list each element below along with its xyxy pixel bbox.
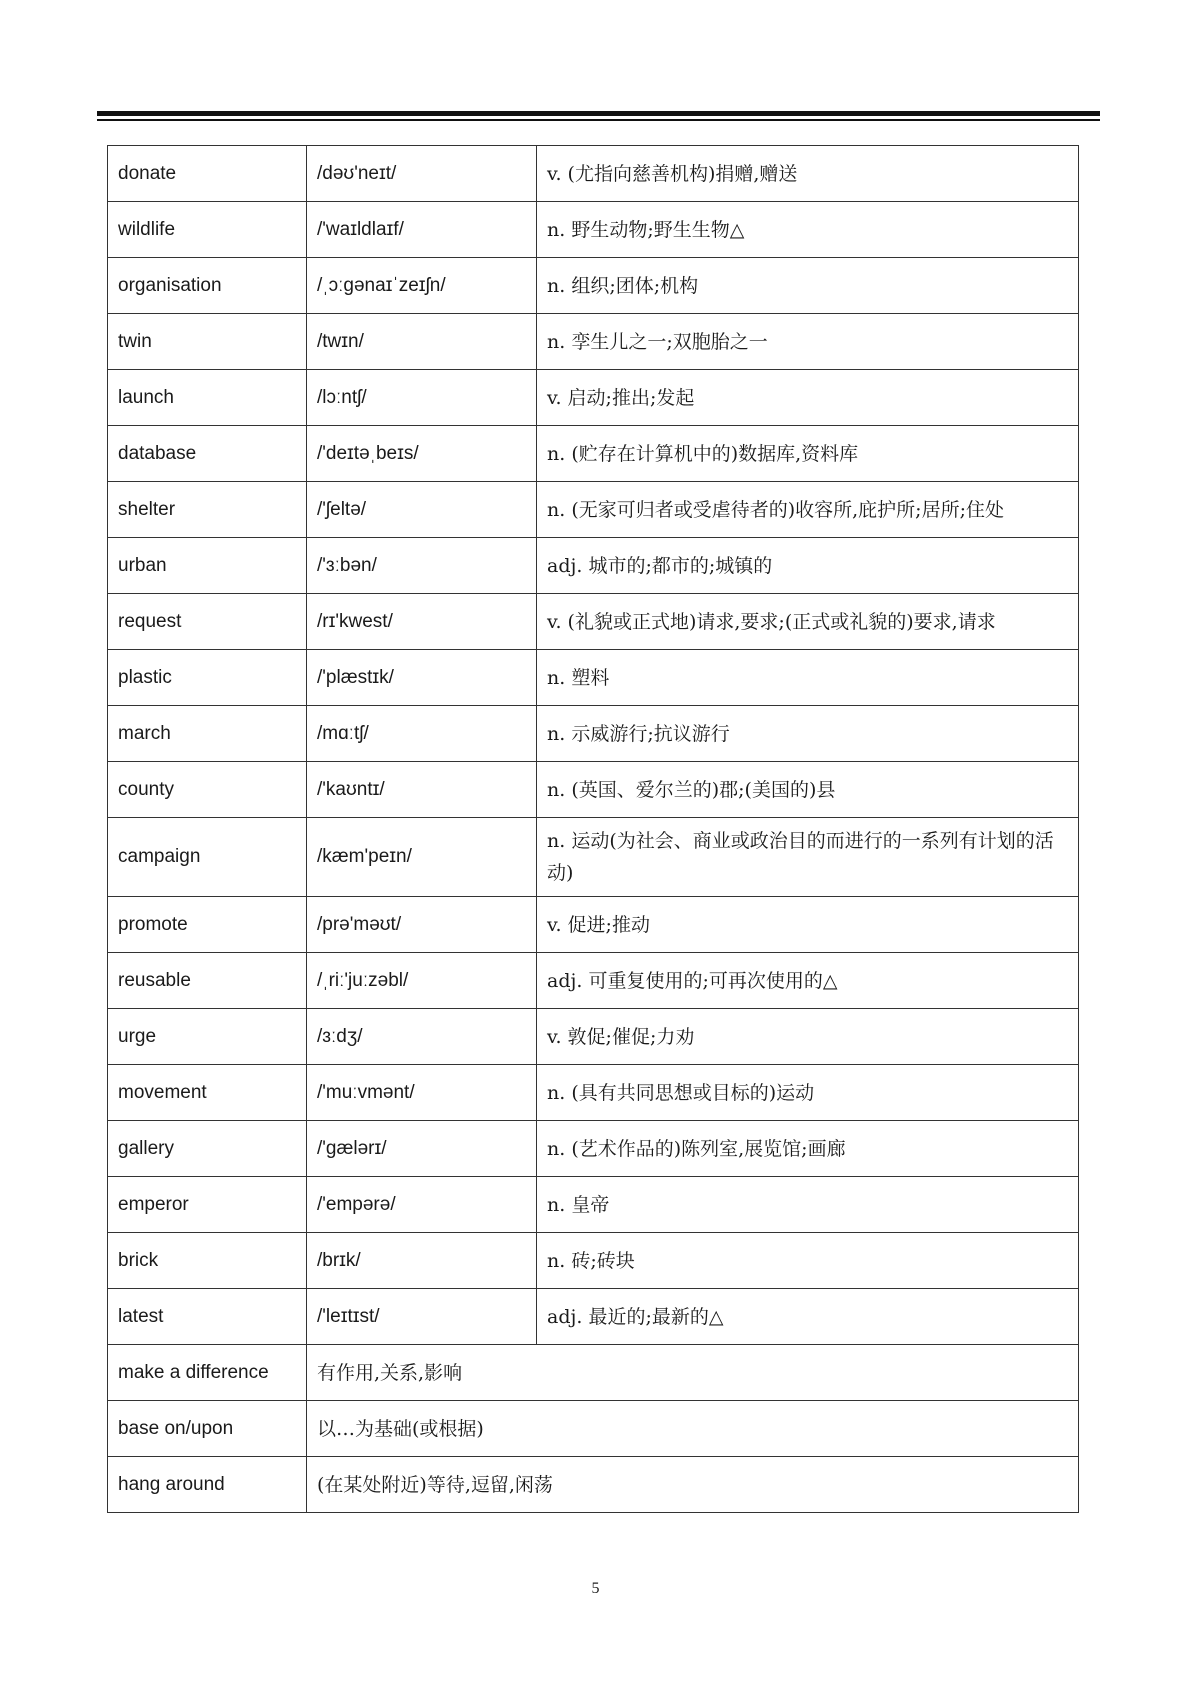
vocab-word: brick [108, 1233, 307, 1289]
vocab-phonetic: /'empərə/ [307, 1177, 537, 1233]
vocab-row [108, 706, 1079, 762]
vocab-row [108, 202, 1079, 258]
vocab-word: campaign [108, 818, 307, 897]
vocab-row [108, 1289, 1079, 1345]
vocab-phonetic: /brɪk/ [307, 1233, 537, 1289]
vocab-row [108, 953, 1079, 1009]
vocab-phonetic: /ˌriː'juːzəbl/ [307, 953, 537, 1009]
phrase-text: hang around [108, 1457, 307, 1513]
vocab-word: latest [108, 1289, 307, 1345]
vocab-word: movement [108, 1065, 307, 1121]
vocab-word: organisation [108, 258, 307, 314]
vocab-phonetic: /dəʊ'neɪt/ [307, 146, 537, 202]
vocab-meaning: n. 孪生儿之一;双胞胎之一 [537, 314, 1079, 370]
vocab-row [108, 370, 1079, 426]
vocab-meaning: v. 敦促;催促;力劝 [537, 1009, 1079, 1065]
vocab-phonetic: /'plæstɪk/ [307, 650, 537, 706]
vocab-phonetic: /'waɪldlaɪf/ [307, 202, 537, 258]
vocab-row [108, 594, 1079, 650]
vocab-word: county [108, 762, 307, 818]
vocab-word: march [108, 706, 307, 762]
vocab-meaning: adj. 城市的;都市的;城镇的 [537, 538, 1079, 594]
vocab-meaning: n. 运动(为社会、商业或政治目的而进行的一系列有计划的活动) [537, 818, 1079, 897]
vocab-row [108, 1009, 1079, 1065]
vocab-word: urge [108, 1009, 307, 1065]
vocab-word: reusable [108, 953, 307, 1009]
vocab-word: promote [108, 897, 307, 953]
vocab-row [108, 258, 1079, 314]
vocab-word: donate [108, 146, 307, 202]
vocab-phonetic: /'ɜːbən/ [307, 538, 537, 594]
vocab-meaning: n. (艺术作品的)陈列室,展览馆;画廊 [537, 1121, 1079, 1177]
vocab-meaning: n. 皇帝 [537, 1177, 1079, 1233]
vocab-row [108, 538, 1079, 594]
vocab-phonetic: /'ʃeltə/ [307, 482, 537, 538]
vocab-phonetic: /ˌɔːɡənaɪˈzeɪʃn/ [307, 258, 537, 314]
vocab-phonetic: /ɜːdʒ/ [307, 1009, 537, 1065]
header-rule-thick [97, 111, 1100, 116]
vocab-meaning: n. (无家可归者或受虐待者的)收容所,庇护所;居所;住处 [537, 482, 1079, 538]
vocab-phonetic: /prə'məʊt/ [307, 897, 537, 953]
vocab-word: emperor [108, 1177, 307, 1233]
phrase-row [108, 1401, 1079, 1457]
vocab-phonetic: /twɪn/ [307, 314, 537, 370]
vocab-word: database [108, 426, 307, 482]
vocab-meaning: v. (尤指向慈善机构)捐赠,赠送 [537, 146, 1079, 202]
vocab-word: shelter [108, 482, 307, 538]
vocab-phonetic: /mɑːtʃ/ [307, 706, 537, 762]
vocab-meaning: v. 启动;推出;发起 [537, 370, 1079, 426]
vocab-meaning: n. (英国、爱尔兰的)郡;(美国的)县 [537, 762, 1079, 818]
phrase-text: base on/upon [108, 1401, 307, 1457]
vocab-meaning: n. 砖;砖块 [537, 1233, 1079, 1289]
vocab-row [108, 1177, 1079, 1233]
vocab-meaning: n. 塑料 [537, 650, 1079, 706]
phrase-row [108, 1457, 1079, 1513]
header-rule-thin [97, 119, 1100, 121]
phrase-row [108, 1345, 1079, 1401]
vocab-meaning: n. (具有共同思想或目标的)运动 [537, 1065, 1079, 1121]
vocab-word: wildlife [108, 202, 307, 258]
vocab-word: launch [108, 370, 307, 426]
vocab-phonetic: /'gælərɪ/ [307, 1121, 537, 1177]
vocab-meaning: adj. 可重复使用的;可再次使用的△ [537, 953, 1079, 1009]
phrase-meaning: (在某处附近)等待,逗留,闲荡 [307, 1457, 1079, 1513]
vocab-phonetic: /rɪ'kwest/ [307, 594, 537, 650]
vocab-word: plastic [108, 650, 307, 706]
phrase-meaning: 以…为基础(或根据) [307, 1401, 1079, 1457]
vocab-meaning: n. 野生动物;野生生物△ [537, 202, 1079, 258]
vocab-word: twin [108, 314, 307, 370]
phrase-meaning: 有作用,关系,影响 [307, 1345, 1079, 1401]
vocab-meaning: v. 促进;推动 [537, 897, 1079, 953]
vocab-row [108, 1233, 1079, 1289]
vocab-phonetic: /'leɪtɪst/ [307, 1289, 537, 1345]
vocabulary-table-body [108, 146, 1079, 1513]
phrase-text: make a difference [108, 1345, 307, 1401]
vocab-meaning: n. 示威游行;抗议游行 [537, 706, 1079, 762]
vocab-row [108, 146, 1079, 202]
vocab-meaning: n. 组织;团体;机构 [537, 258, 1079, 314]
vocab-word: request [108, 594, 307, 650]
vocab-phonetic: /'kaʊntɪ/ [307, 762, 537, 818]
vocab-row [108, 818, 1079, 897]
vocab-row [108, 1065, 1079, 1121]
vocab-meaning: adj. 最近的;最新的△ [537, 1289, 1079, 1345]
vocab-phonetic: /kæm'peɪn/ [307, 818, 537, 897]
vocab-row [108, 426, 1079, 482]
vocab-row [108, 897, 1079, 953]
vocab-row [108, 1121, 1079, 1177]
vocab-meaning: v. (礼貌或正式地)请求,要求;(正式或礼貌的)要求,请求 [537, 594, 1079, 650]
vocab-meaning: n. (贮存在计算机中的)数据库,资料库 [537, 426, 1079, 482]
vocab-phonetic: /'deɪtəˌbeɪs/ [307, 426, 537, 482]
vocab-row [108, 482, 1079, 538]
vocab-row [108, 650, 1079, 706]
vocab-word: gallery [108, 1121, 307, 1177]
page-number: 5 [591, 1580, 600, 1597]
vocab-phonetic: /'muːvmənt/ [307, 1065, 537, 1121]
vocab-row [108, 762, 1079, 818]
vocab-row [108, 314, 1079, 370]
vocabulary-table [107, 145, 1079, 1513]
vocab-phonetic: /lɔːntʃ/ [307, 370, 537, 426]
vocab-word: urban [108, 538, 307, 594]
